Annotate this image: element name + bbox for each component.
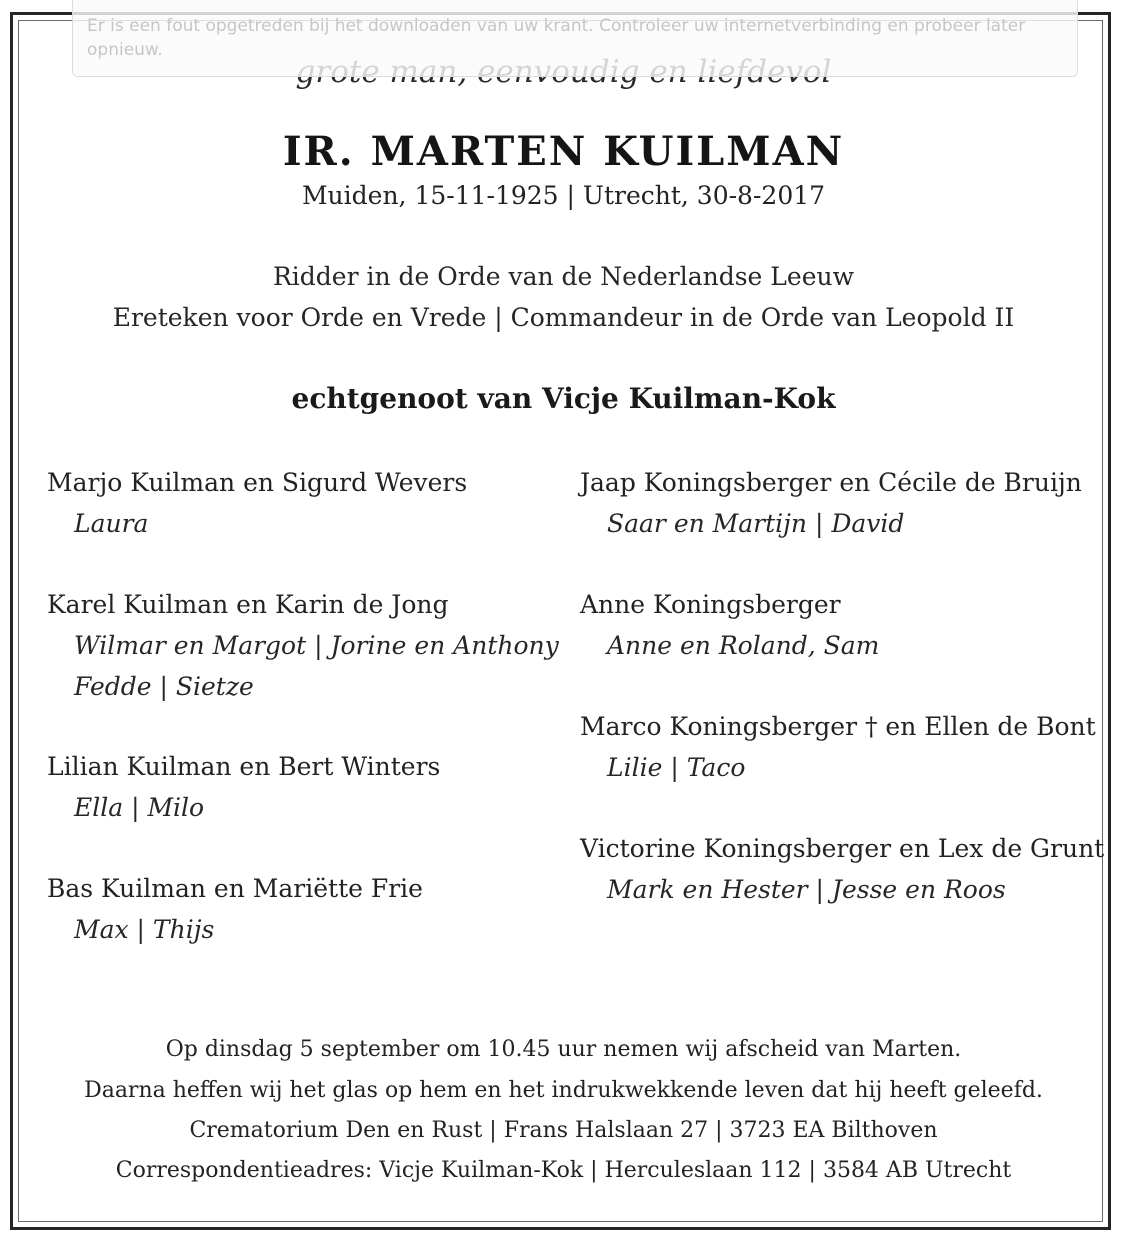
ceremony-info: Daarna heffen wij het glas op hem en het indrukwekkende leven dat hij heeft geleefd.	[84, 1078, 1043, 1103]
download-error-toast[interactable]	[72, 0, 1078, 77]
family-children: Laura	[74, 509, 149, 538]
family-names: Karel Kuilman en Karin de Jong	[47, 590, 449, 619]
family-entry	[47, 462, 467, 544]
birth-death-dates: Muiden, 15-11-1925 | Utrecht, 30-8-2017	[301, 181, 826, 210]
family-names: Anne Koningsberger	[580, 590, 841, 619]
honor-line: Ereteken voor Orde en Vrede | Commandeur in de Orde van Leopold II	[112, 303, 1015, 332]
family-names: Marjo Kuilman en Sigurd Wevers	[47, 468, 468, 497]
family-children: Lilie | Taco	[607, 753, 746, 782]
family-children: Fedde | Sietze	[74, 672, 254, 701]
family-children: Ella | Milo	[74, 793, 205, 822]
crematorium-address: Crematorium Den en Rust | Frans Halslaan 27 | 3723 EA Bilthoven	[189, 1118, 938, 1143]
family-children: Saar en Martijn | David	[607, 509, 905, 538]
correspondence-address: Correspondentieadres: Vicje Kuilman-Kok | Herculeslaan 112 | 3584 AB Utrecht	[115, 1158, 1012, 1183]
family-names: Jaap Koningsberger en Cécile de Bruijn	[580, 468, 1082, 497]
family-entry	[47, 868, 423, 950]
family-entry	[580, 584, 879, 666]
family-entry	[580, 706, 1096, 788]
deceased-name: IR. MARTEN KUILMAN	[282, 128, 845, 175]
spouse-line: echtgenoot van Vicje Kuilman-Kok	[291, 382, 836, 415]
ceremony-info: Op dinsdag 5 september om 10.45 uur nemen wij afscheid van Marten.	[165, 1037, 962, 1062]
family-children: Max | Thijs	[74, 915, 215, 944]
family-entry	[47, 746, 440, 828]
family-names: Lilian Kuilman en Bert Winters	[47, 752, 441, 781]
family-children: Mark en Hester | Jesse en Roos	[607, 875, 1006, 904]
family-names: Victorine Koningsberger en Lex de Grunt	[580, 834, 1105, 863]
family-names: Marco Koningsberger † en Ellen de Bont	[580, 712, 1096, 741]
family-children: Anne en Roland, Sam	[607, 631, 880, 660]
honor-line: Ridder in de Orde van de Nederlandse Leeuw	[272, 262, 854, 291]
family-entry	[580, 828, 1104, 910]
toast-message: Er is een fout opgetreden bij het downloaden van uw krant. Controleer uw internetverbinding en probeer later opnieuw.	[87, 16, 1026, 60]
family-entry	[47, 584, 559, 707]
family-entry	[580, 462, 1082, 544]
family-names: Bas Kuilman en Mariëtte Frie	[47, 874, 423, 903]
family-children: Wilmar en Margot | Jorine en Anthony	[74, 631, 559, 660]
